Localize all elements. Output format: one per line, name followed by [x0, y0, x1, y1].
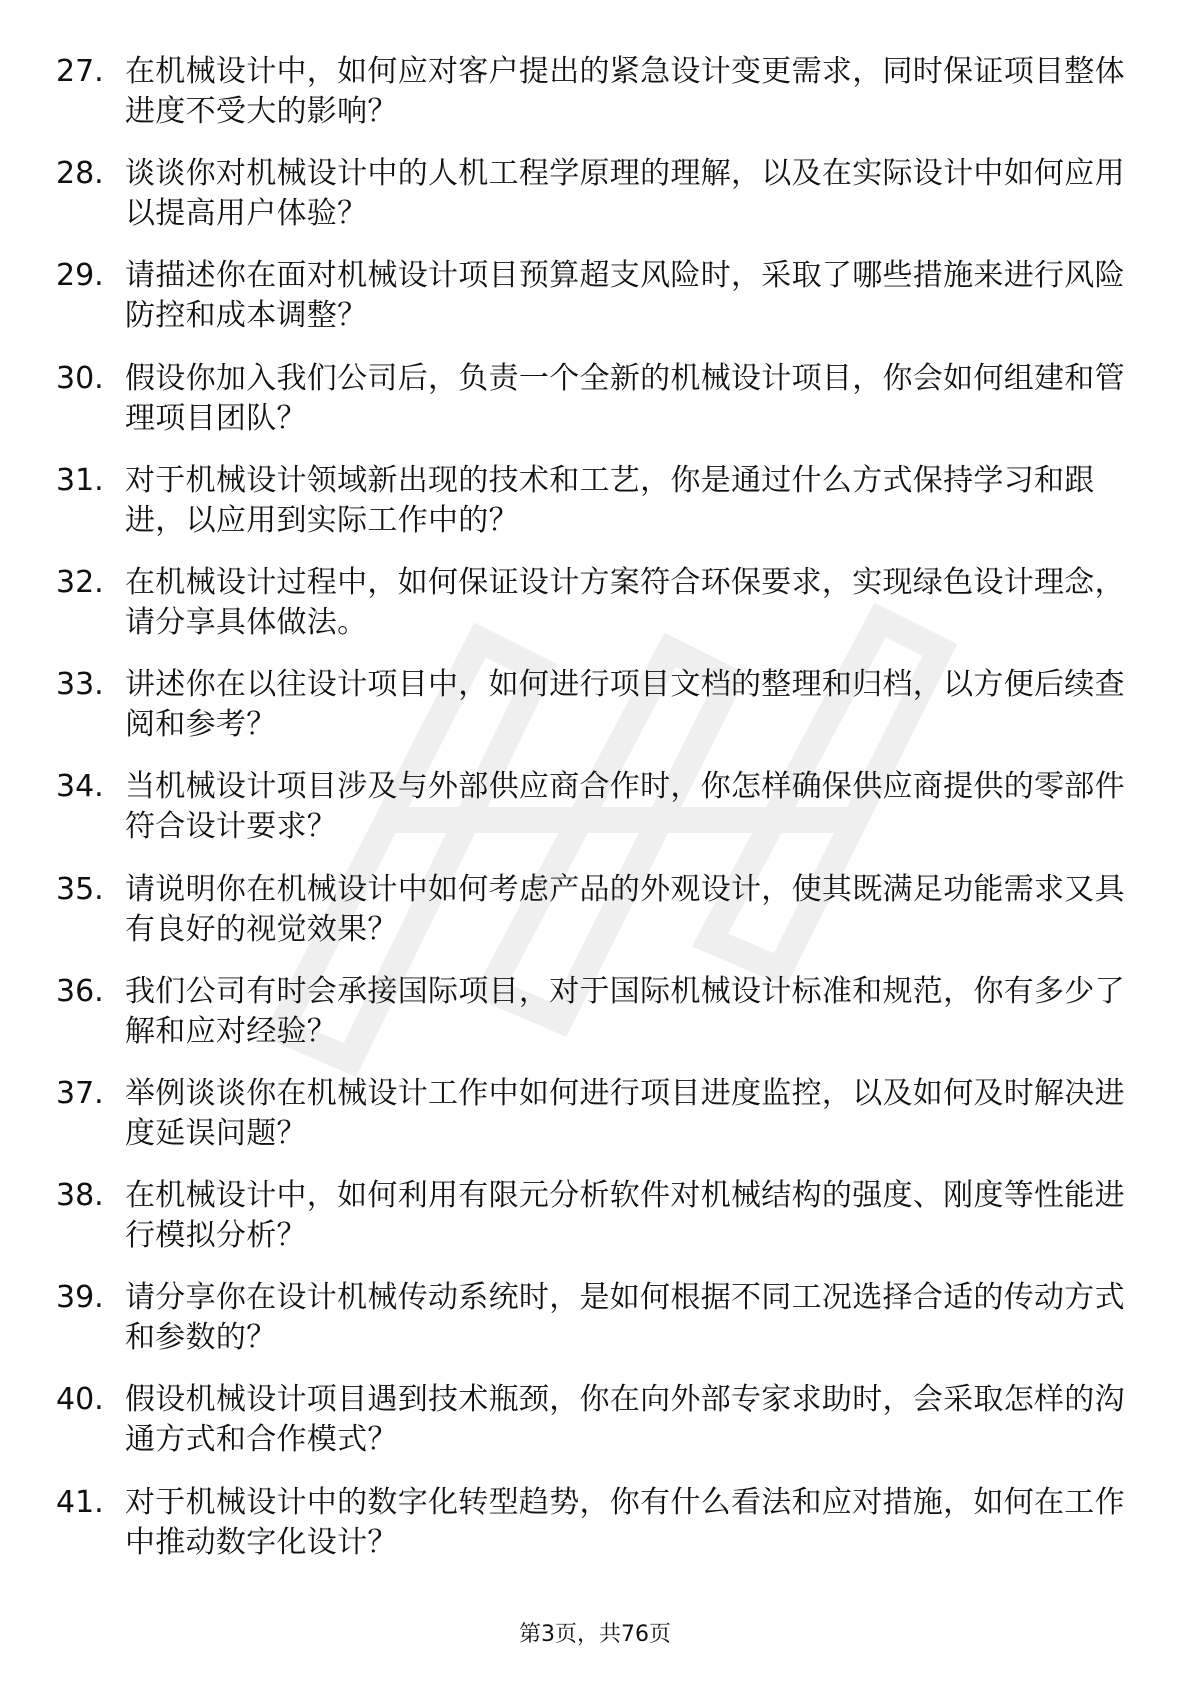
question-item	[0, 1380, 1190, 1482]
question-item	[0, 154, 1190, 256]
question-number: 40.	[56, 1382, 104, 1418]
question-text: 对于机械设计中的数字化转型趋势，你有什么看法和应对措施，如何在工作中推动数字化设计？	[125, 1484, 1125, 1560]
question-number: 39.	[56, 1280, 104, 1316]
question-item	[0, 1278, 1190, 1380]
question-item	[0, 767, 1190, 869]
question-text: 假设机械设计项目遇到技术瓶颈，你在向外部专家求助时，会采取怎样的沟通方式和合作模式？	[125, 1382, 1125, 1458]
question-item	[0, 1074, 1190, 1176]
question-item	[0, 563, 1190, 665]
question-number: 38.	[56, 1178, 104, 1214]
question-list	[0, 52, 1190, 1585]
question-number: 35.	[56, 871, 104, 907]
question-item	[0, 1176, 1190, 1278]
question-item	[0, 52, 1190, 154]
page-footer: 第3页，共76页	[519, 1622, 671, 1647]
question-text: 当机械设计项目涉及与外部供应商合作时，你怎样确保供应商提供的零部件符合设计要求？	[125, 769, 1125, 845]
question-number: 28.	[56, 156, 104, 192]
question-item	[0, 665, 1190, 767]
question-number: 27.	[56, 54, 104, 89]
question-number: 37.	[56, 1075, 104, 1111]
question-text: 讲述你在以往设计项目中，如何进行项目文档的整理和归档，以方便后续查阅和参考？	[125, 667, 1125, 743]
question-item	[0, 461, 1190, 563]
question-text: 请说明你在机械设计中如何考虑产品的外观设计，使其既满足功能需求又具有良好的视觉效果？	[125, 871, 1125, 947]
question-text: 在机械设计过程中，如何保证设计方案符合环保要求，实现绿色设计理念，请分享具体做法。	[125, 564, 1125, 640]
question-text: 请分享你在设计机械传动系统时，是如何根据不同工况选择合适的传动方式和参数的？	[125, 1280, 1125, 1356]
question-item	[0, 1483, 1190, 1585]
question-number: 31.	[56, 462, 104, 498]
question-number: 30.	[56, 360, 104, 396]
question-item	[0, 359, 1190, 461]
question-text: 对于机械设计领域新出现的技术和工艺，你是通过什么方式保持学习和跟进，以应用到实际工作中的？	[125, 462, 1095, 538]
question-text: 假设你加入我们公司后，负责一个全新的机械设计项目，你会如何组建和管理项目团队？	[125, 360, 1125, 436]
question-number: 34.	[56, 769, 104, 805]
question-number: 29.	[56, 258, 104, 294]
question-item	[0, 972, 1190, 1074]
question-item	[0, 870, 1190, 972]
question-number: 32.	[56, 564, 104, 600]
question-number: 36.	[56, 973, 104, 1009]
question-number: 41.	[56, 1484, 104, 1520]
question-text: 举例谈谈你在机械设计工作中如何进行项目进度监控，以及如何及时解决进度延误问题？	[125, 1075, 1125, 1151]
question-text: 我们公司有时会承接国际项目，对于国际机械设计标准和规范，你有多少了解和应对经验？	[125, 973, 1125, 1049]
question-text: 在机械设计中，如何应对客户提出的紧急设计变更需求，同时保证项目整体进度不受大的影响？	[125, 54, 1125, 129]
question-item	[0, 256, 1190, 358]
question-number: 33.	[56, 667, 104, 703]
question-text: 在机械设计中，如何利用有限元分析软件对机械结构的强度、刚度等性能进行模拟分析？	[125, 1178, 1125, 1254]
question-text: 请描述你在面对机械设计项目预算超支风险时，采取了哪些措施来进行风险防控和成本调整？	[125, 258, 1125, 334]
question-text: 谈谈你对机械设计中的人机工程学原理的理解，以及在实际设计中如何应用以提高用户体验？	[125, 156, 1125, 232]
